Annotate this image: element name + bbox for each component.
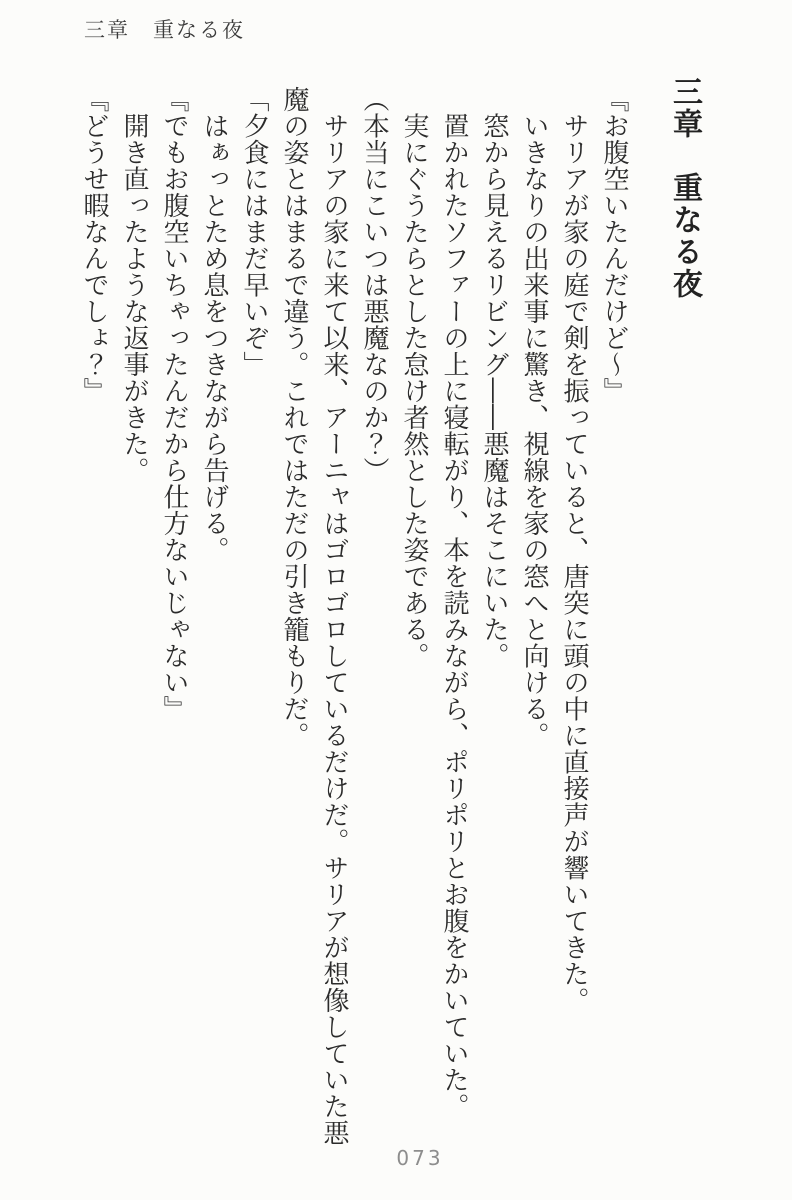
text-line: 置かれたソファーの上に寝転がり、本を読みながら、ポリポリとお腹をかいていた。 (439, 86, 469, 1120)
text-line: サリアが家の庭で剣を振っていると、唐突に頭の中に直接声が響いてきた。 (559, 86, 589, 1014)
text-line: はぁっとため息をつきながら告げる。 (199, 86, 229, 563)
text-line: 魔の姿とはまるで違う。これではただの引き籠もりだ。 (279, 86, 309, 749)
text-line: 窓から見えるリビング――悪魔はそこにいた。 (479, 86, 509, 669)
text-line: 『でもお腹空いちゃったんだから仕方ないじゃない』 (159, 86, 189, 722)
text-line: （本当にこいつは悪魔なのか？） (359, 86, 389, 484)
running-header: 三章 重なる夜 (84, 18, 245, 42)
body-text (74, 86, 634, 1152)
text-line: 『どうせ暇なんでしょ？』 (79, 86, 109, 404)
text-line: 「夕食にはまだ早いぞ」 (239, 86, 269, 378)
chapter-title-vertical: 三章 重なる夜 (667, 76, 702, 300)
page-number: 073 (396, 1146, 444, 1170)
text-line: 『お腹空いたんだけど〜』 (599, 86, 629, 404)
text-line: 開き直ったような返事がきた。 (119, 86, 149, 484)
text-line: サリアの家に来て以来、アーニャはゴロゴロしているだけだ。サリアが想像していた悪 (319, 86, 349, 1146)
text-line: 実にぐうたらとした怠け者然とした姿である。 (399, 86, 429, 669)
text-line: いきなりの出来事に驚き、視線を家の窓へと向ける。 (519, 86, 549, 749)
